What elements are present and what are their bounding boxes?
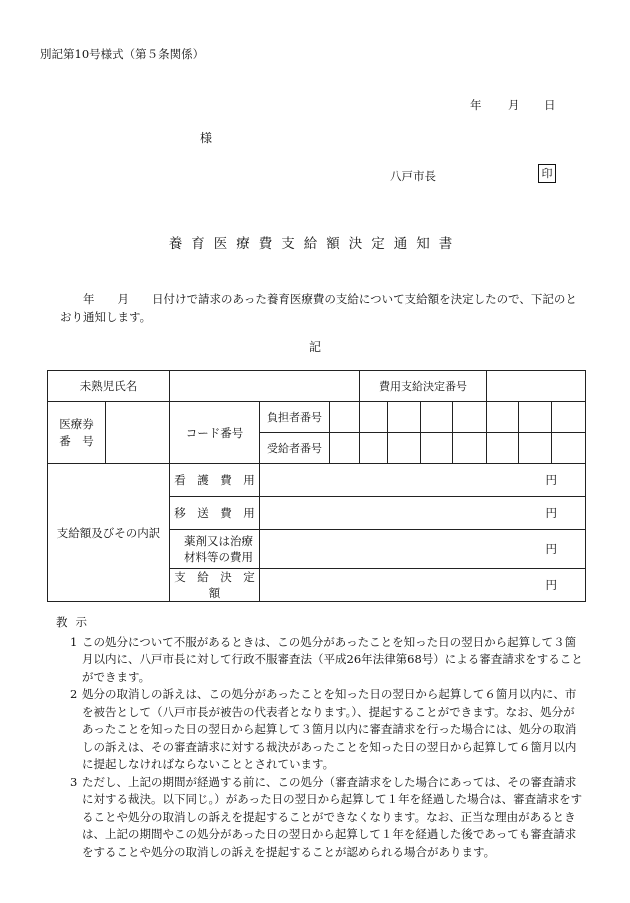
medicine-cost-unit: 円	[260, 530, 586, 569]
note-item	[56, 686, 586, 774]
payer-digit-cell	[360, 402, 388, 433]
notes-section	[56, 614, 586, 861]
recipient-digit-cell	[487, 433, 519, 464]
medicine-cost-label	[170, 530, 260, 569]
payer-digit-cell	[552, 402, 586, 433]
note-text: この処分について不服があるときは、この処分があったことを知った日の翌日から起算して３箇月以内に、八戸市長に対して行政不服審査法（平成26年法律第68号）による審査請求をすることができます。	[82, 634, 583, 684]
seal-mark: 印	[538, 164, 556, 183]
note-number: 3	[70, 774, 78, 789]
recipient-digit-cell	[519, 433, 552, 464]
date-day: 日	[544, 98, 556, 112]
ki-heading: 記	[308, 340, 321, 354]
recipient-digit-cell	[421, 433, 453, 464]
detail-table	[47, 370, 586, 602]
transport-cost-unit: 円	[260, 497, 586, 530]
payer-digit-cell	[519, 402, 552, 433]
recipient-digit-cell	[453, 433, 487, 464]
note-item	[56, 774, 586, 862]
recipient-number-label: 受給者番号	[260, 433, 330, 464]
payer-digit-cell	[388, 402, 421, 433]
note-text: 処分の取消しの訴えは、この処分があったことを知った日の翌日から起算して６箇月以内に、市を被告として（八戸市長が被告の代表者となります。）、提起することができます。なお、処分があったことを知った日の翌日から起算して３箇月以内に審査請求を行った場合には、処分の取消しの訴えは、その審査請求に対する裁決があったことを知った日の翌日から起算して６箇月以内に提起しなければならないこととされています。	[82, 687, 577, 771]
decision-number-label: 費用支給決定番号	[360, 371, 487, 402]
note-text: ただし、上記の期間が経過する前に、この処分（審査請求をした場合にあっては、その審査請求に対する裁決。以下同じ。）があった日の翌日から起算して１年を経過した場合は、審査請求をすることや処分の取消しの訴えを提起することができなくなります。なお、正当な理由があるときは、上記の期間やこの処分があった日の翌日から起算して１年を経過した後であっても審査請求をすることや処分の取消しの訴えを提起することが認められる場合があります。	[82, 774, 583, 859]
child-name-label: 未熟児氏名	[48, 371, 170, 402]
code-number-label: コード番号	[170, 402, 260, 464]
document-title: 養育医療費支給額決定通知書	[168, 236, 462, 252]
payer-number-label: 負担者番号	[260, 402, 330, 433]
transport-cost-label: 移 送 費 用	[170, 497, 260, 530]
decision-number-value	[487, 371, 586, 402]
recipient-digit-cell	[360, 433, 388, 464]
recipient-digit-cell	[330, 433, 360, 464]
ticket-number-label	[48, 402, 106, 464]
ticket-number-value	[106, 402, 170, 464]
payer-digit-cell	[330, 402, 360, 433]
payer-digit-cell	[453, 402, 487, 433]
nursing-cost-label: 看 護 費 用	[170, 464, 260, 497]
decided-amount-unit: 円	[260, 569, 586, 602]
recipient-digit-cell	[552, 433, 586, 464]
issuer-name: 八戸市長	[390, 169, 436, 183]
note-number: 1	[70, 634, 78, 649]
intro-text: 年 月 日付けで請求のあった養育医療費の支給について支給額を決定したので、下記のとおり通知します。	[60, 292, 577, 324]
child-name-value	[170, 371, 360, 402]
ticket-label-line1: 医療券	[59, 416, 94, 431]
note-number: 2	[70, 687, 78, 701]
payer-digit-cell	[421, 402, 453, 433]
breakdown-label: 支給額及びその内訳	[48, 464, 170, 602]
medicine-label-line2: 材料等の費用	[184, 550, 253, 564]
medicine-label-line1: 薬剤又は治療	[184, 534, 253, 548]
recipient-digit-cell	[388, 433, 421, 464]
date-month: 月	[508, 98, 520, 112]
form-label: 別記第10号様式（第５条関係）	[40, 47, 205, 61]
payer-digit-cell	[487, 402, 519, 433]
date-line	[470, 97, 556, 113]
ticket-label-line2: 番 号	[59, 433, 94, 448]
decided-amount-label: 支 給 決 定 額	[170, 569, 260, 602]
nursing-cost-unit: 円	[260, 464, 586, 497]
recipient-suffix: 様	[200, 131, 213, 145]
notes-heading: 教示	[56, 615, 95, 629]
date-year: 年	[470, 98, 482, 112]
note-item	[56, 634, 586, 687]
